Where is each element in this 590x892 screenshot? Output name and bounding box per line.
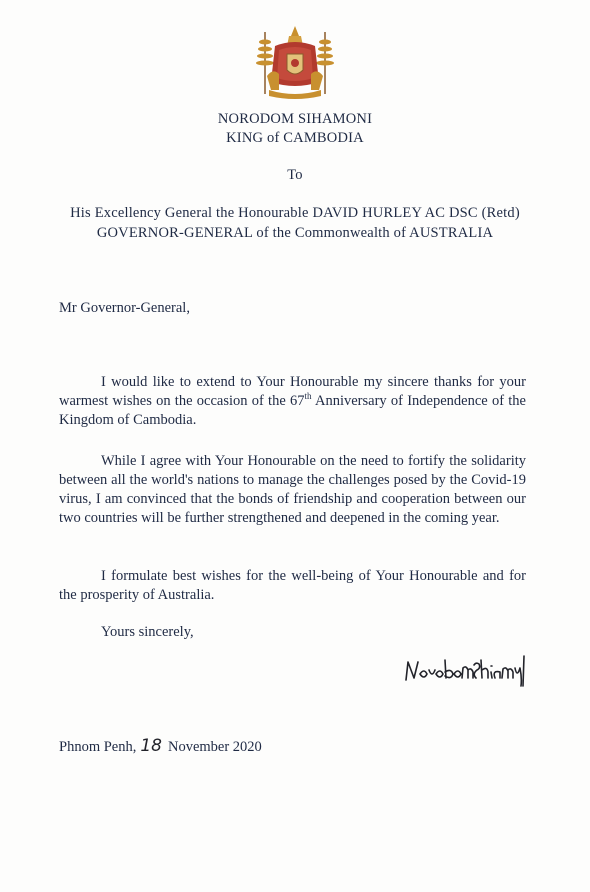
salutation: Mr Governor-General,	[59, 300, 190, 316]
addressee-label: To	[287, 167, 303, 183]
place-and-date	[59, 736, 262, 756]
recipient-line-1: His Excellency General the Honourable DAVID HURLEY AC DSC (Retd)	[70, 205, 520, 221]
recipient-line-2: GOVERNOR-GENERAL of the Commonwealth of AUSTRALIA	[96, 225, 494, 241]
royal-crest-icon	[253, 24, 337, 102]
sender-title: KING of CAMBODIA	[226, 130, 364, 146]
handwritten-day: 18	[140, 736, 162, 756]
sender-name: NORODOM SIHAMONI	[217, 111, 373, 127]
closing: Yours sincerely,	[101, 624, 194, 640]
body-paragraph-1	[59, 373, 526, 430]
body-paragraph-2: While I agree with Your Honourable on the need to fortify the solidarity between all the world's nations to manage the challenges posed by the Covid-19 virus, I am convinced that the bonds of friendship and cooperation between our two countries will be further strengthened and deepened in the coming year.	[59, 453, 526, 526]
body-paragraph-3: I formulate best wishes for the well-being of Your Honourable and for the prosperity of Australia.	[59, 568, 526, 603]
paragraph-1-text-b: Anniversary of Independence of the Kingdom of Cambodia.	[59, 393, 526, 428]
paragraph-1-text-a: I would like to extend to Your Honourable my sincere thanks for your warmest wishes on the occasion of the 67	[59, 374, 526, 409]
month-year: November 2020	[167, 739, 262, 755]
signature-icon	[402, 650, 532, 692]
place: Phnom Penh,	[59, 739, 137, 755]
ordinal-suffix: th	[304, 391, 312, 402]
